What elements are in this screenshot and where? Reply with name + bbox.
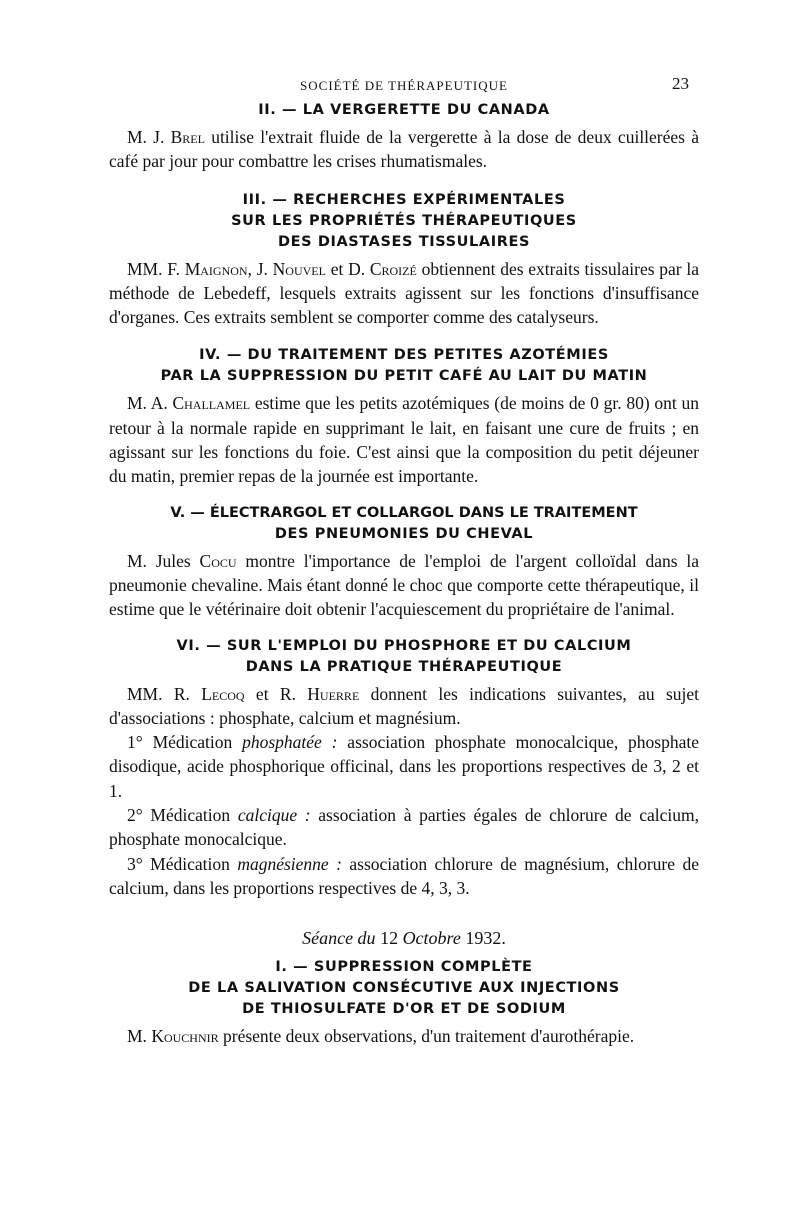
paragraph-text: association chlorure de magnésium, chlorure de calcium, dans les proportions respectives de 4, 3, 3. — [109, 853, 699, 898]
item-prefix: 2° Médication — [127, 805, 238, 826]
section-iii — [109, 190, 699, 330]
heading-line: DES PNEUMONIES DU CHEVAL — [274, 525, 534, 542]
heading-line: SUR LES PROPRIÉTÉS THÉRAPEUTIQUES — [231, 212, 577, 229]
section-heading — [109, 190, 699, 253]
seance-date — [109, 928, 699, 949]
paragraph-text: utilise l'extrait fluide de la vergerette à la dose de deux cuillerées à café par jour pour combattre les crises rhumatismales. — [109, 127, 699, 172]
medication-paragraph — [109, 803, 699, 852]
running-title: SOCIÉTÉ DE THÉRAPEUTIQUE — [300, 78, 508, 93]
paragraph — [109, 682, 699, 731]
author-prefix: M. Jules — [127, 550, 200, 571]
item-prefix: 1° Médication — [127, 732, 243, 753]
item-prefix: 3° Médication — [127, 853, 238, 874]
heading-line: III. — RECHERCHES EXPÉRIMENTALES — [242, 191, 566, 208]
author-prefix: M. — [127, 1026, 152, 1047]
heading-line: DES DIASTASES TISSULAIRES — [277, 233, 531, 250]
heading-line: V. — ÉLECTRARGOL ET COLLARGOL DANS LE TRAITEMENT — [170, 504, 638, 521]
medication-paragraph — [109, 730, 699, 803]
heading-line: IV. — DU TRAITEMENT DES PETITES AZOTÉMIES — [199, 347, 609, 364]
author-separator: et R. — [244, 683, 308, 704]
heading-line: VI. — SUR L'EMPLOI DU PHOSPHORE ET DU CALCIUM — [176, 637, 632, 654]
author-name: Nouvel — [272, 258, 326, 279]
seance-year: 1932. — [465, 928, 506, 949]
author-name: Kouchnir — [151, 1026, 219, 1047]
medication-paragraph — [109, 852, 699, 901]
author-name: Challamel — [172, 393, 251, 414]
section-heading — [109, 345, 699, 387]
section-ii — [109, 100, 699, 174]
seance-prefix: Séance du — [302, 928, 381, 949]
section-v — [109, 503, 699, 622]
section-iv — [109, 345, 699, 488]
seance-month: Octobre — [398, 928, 466, 949]
section-heading — [109, 100, 699, 121]
section-heading — [109, 957, 699, 1020]
author-name: Lecoq — [201, 683, 245, 704]
author-name: Cocu — [199, 550, 237, 571]
heading-line: PAR LA SUPPRESSION DU PETIT CAFÉ AU LAIT DU MATIN — [160, 368, 648, 385]
page-number: 23 — [672, 74, 689, 93]
author-name: Croizé — [369, 258, 417, 279]
heading-line: I. — SUPPRESSION COMPLÈTE — [275, 959, 533, 976]
paragraph — [109, 125, 699, 174]
document-page — [109, 72, 699, 1049]
author-separator: , J. — [247, 258, 273, 279]
author-prefix: MM. F. — [127, 258, 185, 279]
paragraph — [109, 257, 699, 330]
medication-type: calcique : — [237, 805, 311, 826]
paragraph — [109, 549, 699, 622]
running-header — [109, 72, 699, 96]
author-prefix: M. J. — [127, 127, 171, 147]
section-vi — [109, 636, 699, 901]
author-name: Maignon — [184, 258, 248, 279]
heading-line: II. — LA VERGERETTE DU CANADA — [258, 102, 550, 118]
paragraph-text: montre l'importance de l'emploi de l'argent colloïdal dans la pneumonie chevaline. Mais étant donné le choc que comporte cette thérapeutique, il estime que le vétérinaire doit obtenir l'acquiescement du propriétaire de l'animal. — [109, 550, 699, 620]
heading-line: DANS LA PRATIQUE THÉRAPEUTIQUE — [245, 658, 563, 675]
author-prefix: M. A. — [127, 393, 173, 414]
paragraph-text: obtiennent des extraits tissulaires par la méthode de Lebedeff, lesquels extraits agissent sur les fonctions d'insuffisance d'organes. Ces extraits semblent se comporter comme des catalyseurs. — [109, 258, 699, 328]
paragraph — [109, 1024, 699, 1048]
paragraph-text: estime que les petits azotémiques (de moins de 0 gr. 80) ont un retour à la normale rapide en supprimant le lait, en faisant une cure de fruits ; en agissant sur les fonctions du foie. C'est ainsi que la composition du petit déjeuner du matin, premier repas de la journée est importante. — [109, 393, 699, 487]
author-prefix: MM. R. — [127, 683, 202, 704]
medication-type: magnésienne : — [237, 853, 342, 874]
seance-day: 12 — [380, 928, 399, 949]
section-heading — [109, 636, 699, 678]
paragraph-text: présente deux observations, d'un traitement d'aurothérapie. — [218, 1026, 635, 1047]
heading-line: DE THIOSULFATE D'OR ET DE SODIUM — [242, 1001, 566, 1018]
author-separator: et D. — [325, 258, 370, 279]
paragraph-text: association phosphate monocalcique, phosphate disodique, acide phosphorique officinal, dans les proportions respectives de 3, 2 et 1. — [109, 732, 699, 801]
section-final — [109, 957, 699, 1048]
paragraph-text: donnent les indications suivantes, au sujet d'associations : phosphate, calcium et magnésium. — [109, 683, 700, 728]
paragraph — [109, 391, 699, 488]
section-heading — [109, 503, 699, 545]
heading-line: DE LA SALIVATION CONSÉCUTIVE AUX INJECTIONS — [188, 980, 620, 997]
medication-type: phosphatée : — [242, 732, 338, 753]
author-name: Huerre — [307, 683, 360, 704]
author-name: Brel — [170, 127, 205, 147]
paragraph-text: association à parties égales de chlorure de calcium, phosphate monocalcique. — [109, 805, 699, 850]
